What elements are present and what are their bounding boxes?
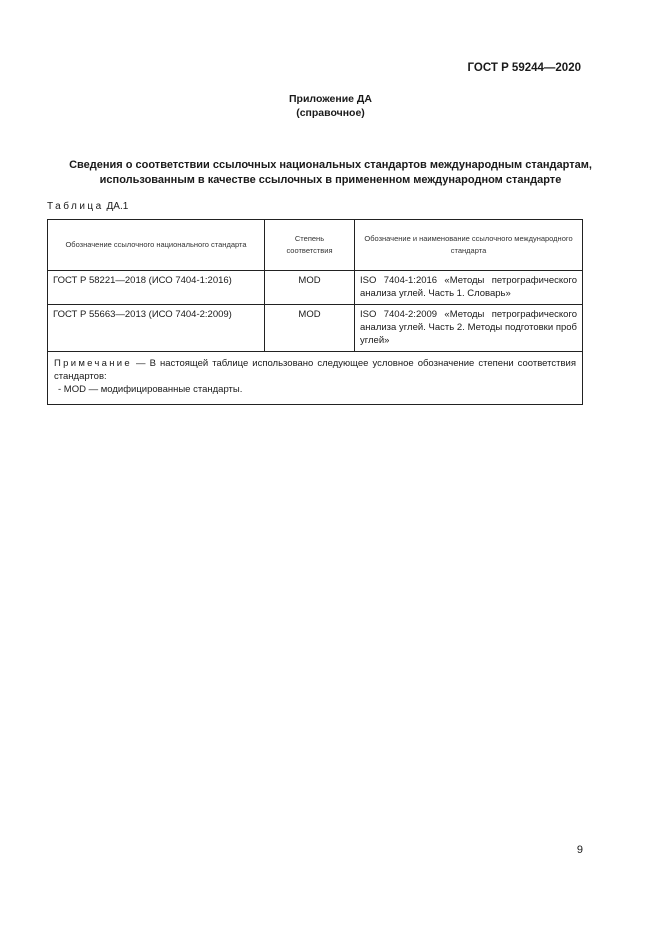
- cell-international-standard: ISO 7404-1:2016 «Методы петрографического анализа углей. Часть 1. Словарь»: [355, 271, 583, 305]
- cell-degree: MOD: [265, 305, 355, 352]
- annex-subtitle: (справочное): [296, 107, 365, 119]
- cell-national-standard: ГОСТ Р 55663—2013 (ИСО 7404-2:2009): [48, 305, 265, 352]
- annex-title-block: [0, 92, 661, 120]
- reference-standards-table: [47, 219, 583, 405]
- page-number: 9: [576, 844, 583, 856]
- header-international-standard: Обозначение и наименование ссылочного международного стандарта: [355, 220, 583, 271]
- note-text-block: [54, 357, 576, 383]
- note-item: - MOD — модифицированные стандарты.: [58, 384, 243, 395]
- table-row: [48, 271, 583, 305]
- table-caption-word: Таблица: [47, 201, 104, 212]
- table-caption: [47, 201, 128, 212]
- cell-national-standard: ГОСТ Р 58221—2018 (ИСО 7404-1:2016): [48, 271, 265, 305]
- section-heading-line-2: использованным в качестве ссылочных в примененном международном стандарте: [99, 174, 562, 186]
- note-label: Примечание: [54, 358, 132, 369]
- cell-international-standard: ISO 7404-2:2009 «Методы петрографического анализа углей. Часть 2. Методы подготовки проб углей»: [355, 305, 583, 352]
- table-note: [48, 352, 583, 405]
- section-heading-line-1: Сведения о соответствии ссылочных национальных стандартов международным стандартам,: [69, 159, 592, 171]
- cell-degree: MOD: [265, 271, 355, 305]
- table-note-row: [48, 352, 583, 405]
- section-heading: [40, 158, 621, 188]
- document-number: ГОСТ Р 59244—2020: [467, 62, 581, 74]
- table-row: [48, 305, 583, 352]
- header-national-standard: Обозначение ссылочного национального стандарта: [48, 220, 265, 271]
- table-caption-number: ДА.1: [106, 201, 129, 212]
- table-header-row: [48, 220, 583, 271]
- header-degree: Степень соответствия: [265, 220, 355, 271]
- note-text: — В настоящей таблице использовано следующее условное обозначение степени соответствия стандартов:: [54, 358, 576, 382]
- annex-title: Приложение ДА: [289, 93, 372, 105]
